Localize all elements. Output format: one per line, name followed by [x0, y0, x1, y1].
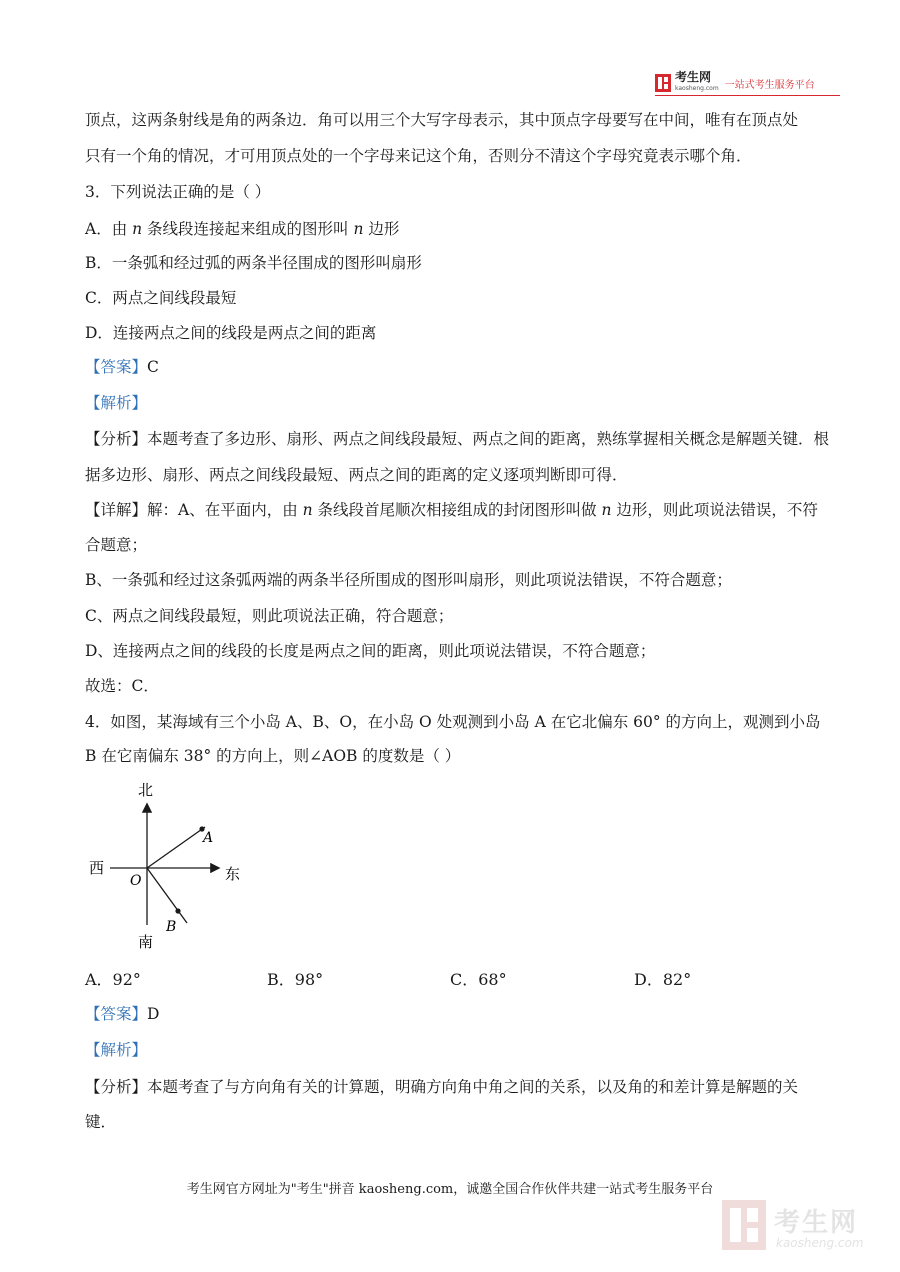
q3-detail-a-mid: 条线段首尾顺次相接组成的封闭图形叫做 [312, 501, 602, 519]
q3-answer [85, 357, 159, 377]
q4-answer [85, 1004, 159, 1024]
q3-detail-line-1 [85, 500, 818, 520]
q3-option-a-pre: A．由 [85, 220, 133, 238]
q3-option-a [85, 219, 399, 239]
q4-option-a: A．92° [85, 970, 141, 989]
logo-name: 考生网 [675, 70, 712, 84]
q4-answer-value: D [147, 1005, 160, 1023]
q3-detail-b: B、一条弧和经过这条弧两端的两条半径所围成的图形叫扇形，则此项说法错误，不符合题意； [85, 571, 732, 589]
q3-detail-line-2: 合题意； [85, 536, 148, 554]
point-b-marker [175, 908, 180, 913]
ray-oa [147, 827, 205, 868]
q3-answer-value: C [147, 358, 159, 376]
q3-option-a-var2: n [353, 220, 364, 238]
q3-conclusion: 故选：C． [85, 677, 159, 695]
q3-option-a-post: 条线段连接起来组成的图形叫 [142, 220, 354, 238]
q3-stem: 3．下列说法正确的是（ ） [85, 183, 271, 201]
q3-detail-c: C、两点之间线段最短，则此项说法正确，符合题意； [85, 607, 454, 625]
q4-stem-line-2: B 在它南偏东 38° 的方向上，则∠AOB 的度数是（ ） [85, 747, 461, 765]
q3-detail-d: D、连接两点之间的线段的长度是两点之间的距离，则此项说法错误，不符合题意； [85, 642, 656, 660]
label-east: 东 [225, 865, 241, 883]
q3-detail-a-pre: 解：A、在平面内，由 [147, 501, 303, 519]
q3-option-b: B．一条弧和经过弧的两条半径围成的图形叫扇形 [85, 254, 422, 272]
q4-answer-label: 【答案】 [85, 1005, 148, 1023]
watermark-name: 考生网 [774, 1208, 859, 1238]
label-west: 西 [89, 859, 105, 877]
watermark-domain: kaosheng.com [776, 1236, 864, 1250]
logo-domain: kaosheng.com [675, 85, 719, 92]
q4-analysis-label: 【解析】 [85, 1041, 148, 1059]
q3-answer-label: 【答案】 [85, 358, 148, 376]
intro-line-2: 只有一个角的情况，才可用顶点处的一个字母来记这个角，否则分不清这个字母究竟表示哪个角． [85, 147, 752, 165]
watermark [722, 1196, 882, 1256]
q3-fenxi-text-1: 本题考查了多边形、扇形、两点之间线段最短、两点之间的距离，熟练掌握相关概念是解题关键．根 [147, 430, 830, 448]
q3-fenxi-line-1 [85, 429, 829, 449]
header-slogan: 一站式考生服务平台 [724, 79, 815, 91]
q3-fenxi-label: 【分析】 [85, 430, 148, 448]
header-divider [655, 95, 840, 96]
q3-option-d: D．连接两点之间的线段是两点之间的距离 [85, 324, 377, 342]
q3-detail-a-post: 边形，则此项说法错误，不符 [611, 501, 818, 519]
q3-analysis-label: 【解析】 [85, 394, 148, 412]
label-a: A [203, 830, 214, 846]
q3-detail-a-var: n [302, 501, 313, 519]
header-logo [655, 70, 815, 93]
q3-option-c: C．两点之间线段最短 [85, 289, 237, 307]
compass-figure [80, 775, 260, 955]
footer-text: 考生网官方网址为"考生"拼音 kaosheng.com，诚邀全国合作伙伴共建一站式考生服务平台 [186, 1182, 714, 1197]
q4-option-c: C．68° [450, 970, 507, 989]
label-south: 南 [138, 933, 154, 951]
label-b: B [166, 919, 177, 935]
q4-fenxi-text-1: 本题考查了与方向角有关的计算题，明确方向角中角之间的关系，以及角的和差计算是解题的关 [147, 1078, 799, 1096]
q4-stem-line-1: 4．如图，某海域有三个小岛 A、B、O，在小岛 O 处观测到小岛 A 在它北偏东 60° 的方向上，观测到小岛 [85, 713, 821, 731]
q4-fenxi-label: 【分析】 [85, 1078, 148, 1096]
watermark-logo-icon [722, 1200, 766, 1250]
label-origin: O [130, 873, 142, 889]
q4-option-d: D．82° [634, 970, 692, 989]
q4-fenxi-line-1 [85, 1077, 798, 1097]
kaosheng-logo-icon [655, 74, 671, 92]
q3-detail-label: 【详解】 [85, 501, 148, 519]
ray-ob [147, 868, 187, 923]
q4-fenxi-line-2: 键． [85, 1113, 117, 1131]
intro-line-1: 顶点，这两条射线是角的两条边．角可以用三个大写字母表示，其中顶点字母要写在中间，唯有在顶点处 [85, 111, 799, 129]
q4-option-b: B．98° [267, 970, 324, 989]
q3-detail-a-var2: n [601, 501, 612, 519]
q3-option-a-var: n [132, 220, 143, 238]
label-north: 北 [138, 781, 154, 799]
q3-option-a-post2: 边形 [363, 220, 400, 238]
q3-fenxi-line-2: 据多边形、扇形、两点之间线段最短、两点之间的距离的定义逐项判断即可得． [85, 466, 628, 484]
